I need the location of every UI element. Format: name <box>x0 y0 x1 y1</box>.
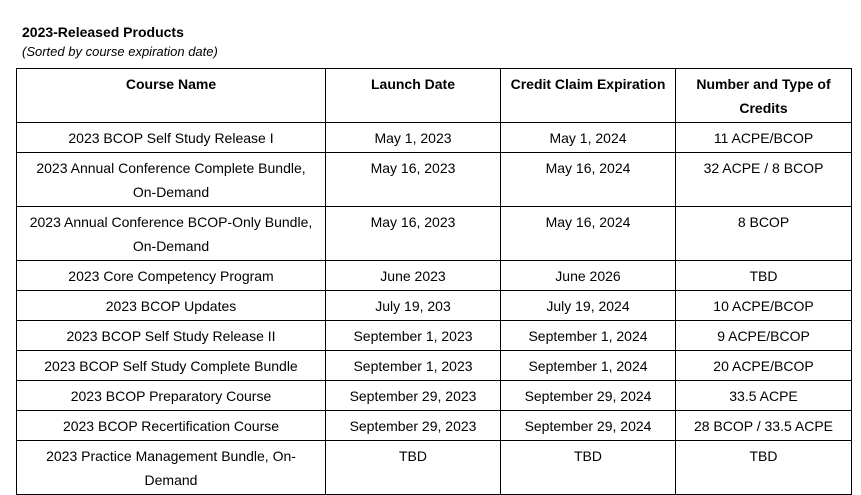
table-row <box>17 261 852 291</box>
course-name-cell: 2023 BCOP Self Study Release II <box>17 321 326 351</box>
course-name-cell: 2023 BCOP Updates <box>17 291 326 321</box>
table-header-row <box>17 69 852 123</box>
course-name-cell: 2023 BCOP Self Study Complete Bundle <box>17 351 326 381</box>
header-course-name: Course Name <box>17 69 326 123</box>
credit-expiration-cell: May 16, 2024 <box>501 153 676 207</box>
table-row <box>17 291 852 321</box>
credits-cell: 28 BCOP / 33.5 ACPE <box>676 411 852 441</box>
credit-expiration-cell: September 1, 2024 <box>501 321 676 351</box>
credits-cell: 8 BCOP <box>676 207 852 261</box>
table-row <box>17 321 852 351</box>
document-subtitle: (Sorted by course expiration date) <box>22 44 218 59</box>
credit-expiration-cell: July 19, 2024 <box>501 291 676 321</box>
credits-cell: 9 ACPE/BCOP <box>676 321 852 351</box>
header-credit-claim-expiration: Credit Claim Expiration <box>501 69 676 123</box>
header-number-and-type-of-credits: Number and Type of Credits <box>676 69 852 123</box>
credit-expiration-cell: June 2026 <box>501 261 676 291</box>
course-name-cell: 2023 Core Competency Program <box>17 261 326 291</box>
course-name-cell: 2023 BCOP Self Study Release I <box>17 123 326 153</box>
credit-expiration-cell: May 16, 2024 <box>501 207 676 261</box>
products-table <box>16 68 852 495</box>
credit-expiration-cell: September 29, 2024 <box>501 411 676 441</box>
table-row <box>17 123 852 153</box>
launch-date-cell: June 2023 <box>326 261 501 291</box>
launch-date-cell: May 16, 2023 <box>326 207 501 261</box>
course-name-cell: 2023 BCOP Preparatory Course <box>17 381 326 411</box>
course-name-cell: 2023 BCOP Recertification Course <box>17 411 326 441</box>
launch-date-cell: May 16, 2023 <box>326 153 501 207</box>
launch-date-cell: September 29, 2023 <box>326 411 501 441</box>
document-title: 2023-Released Products <box>22 24 184 40</box>
launch-date-cell: September 29, 2023 <box>326 381 501 411</box>
credit-expiration-cell: TBD <box>501 441 676 495</box>
launch-date-cell: May 1, 2023 <box>326 123 501 153</box>
header-launch-date: Launch Date <box>326 69 501 123</box>
table-row <box>17 441 852 495</box>
table-row <box>17 207 852 261</box>
launch-date-cell: July 19, 203 <box>326 291 501 321</box>
launch-date-cell: TBD <box>326 441 501 495</box>
credits-cell: TBD <box>676 261 852 291</box>
credits-cell: 33.5 ACPE <box>676 381 852 411</box>
credit-expiration-cell: September 29, 2024 <box>501 381 676 411</box>
table-row <box>17 381 852 411</box>
credits-cell: TBD <box>676 441 852 495</box>
course-name-cell: 2023 Annual Conference BCOP-Only Bundle, On-Demand <box>17 207 326 261</box>
course-name-cell: 2023 Annual Conference Complete Bundle, On-Demand <box>17 153 326 207</box>
table-row <box>17 351 852 381</box>
course-name-cell: 2023 Practice Management Bundle, On-Demand <box>17 441 326 495</box>
credit-expiration-cell: May 1, 2024 <box>501 123 676 153</box>
credits-cell: 20 ACPE/BCOP <box>676 351 852 381</box>
credits-cell: 32 ACPE / 8 BCOP <box>676 153 852 207</box>
table-row <box>17 153 852 207</box>
table-row <box>17 411 852 441</box>
credits-cell: 11 ACPE/BCOP <box>676 123 852 153</box>
credit-expiration-cell: September 1, 2024 <box>501 351 676 381</box>
launch-date-cell: September 1, 2023 <box>326 321 501 351</box>
credits-cell: 10 ACPE/BCOP <box>676 291 852 321</box>
launch-date-cell: September 1, 2023 <box>326 351 501 381</box>
